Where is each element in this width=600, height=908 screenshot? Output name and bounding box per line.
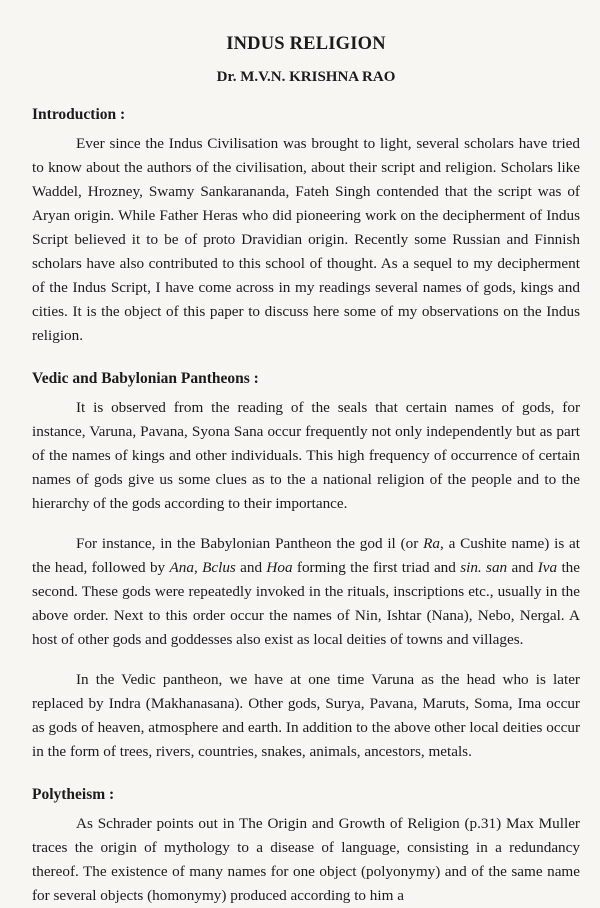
paragraph-pantheons-frequency: It is observed from the reading of the seals that certain names of gods, for instance, Varuna, Pavana, Syona Sana occur frequently not only independently but as part of the names of kings and other individuals. This high frequency of occurrence of certain names of gods give us some clues as to the a national religion of the people and to the hierarchy of the gods according to their importance. xyxy=(32,399,580,512)
italic-term-sin-san: sin. san xyxy=(460,559,508,576)
text-run: and xyxy=(507,559,538,576)
section-heading-introduction: Introduction : xyxy=(32,106,126,123)
paragraph-introduction: Ever since the Indus Civilisation was brought to light, several scholars have tried to know about the authors of the civilisation, about their script and religion. Scholars like Waddel, Hrozney, Swamy Sankarananda, Fateh Singh contended that the script was of Aryan origin. While Father Heras who did pioneering work on the decipherment of Indus Script believed it to be of proto Dravidian origin. Recently some Russian and Finnish scholars have also contributed to this school of thought. As a sequel to my decipherment of the Indus Script, I have come across in my readings several names of gods, kings and cities. It is the object of this paper to discuss here some of my observations on the Indus religion. xyxy=(32,135,580,344)
text-run: the second. These gods were repeatedly invoked in the rituals, inscriptions etc., usually in the above order. Next to this order occur the names of Nin, Ishtar (Nana), Nebo, Nergal. A host of other gods and goddesses also exist as local deities of towns and villages. xyxy=(32,559,581,648)
paragraph-vedic-pantheon: In the Vedic pantheon, we have at one time Varuna as the head who is later replaced by Indra (Makhanasana). Other gods, Surya, Pavana, Maruts, Soma, Ima occur as gods of heaven, atmosphere and earth. In addition to the above other local deities occur in the form of trees, rivers, countries, snakes, animals, ancestors, metals. xyxy=(32,671,580,760)
italic-term-ra: Ra xyxy=(423,535,440,552)
text-run: , xyxy=(193,559,203,576)
text-run: For instance, in the Babylonian Pantheon the god il (or xyxy=(76,535,424,552)
text-run: and xyxy=(235,559,267,576)
paper-author: Dr. M.V.N. KRISHNA RAO xyxy=(216,69,396,85)
italic-term-bclus: Bclus xyxy=(202,559,236,576)
text-run: , a Cushite name) is at the head, followed by xyxy=(32,535,580,576)
italic-term-ana: Ana xyxy=(169,559,194,576)
italic-term-iva: Iva xyxy=(537,559,558,576)
paragraph-polytheism: As Schrader points out in The Origin and Growth of Religion (p.31) Max Muller traces the origin of mythology to a disease of language, consisting in a redundancy thereof. The existence of many names for one object (polyonymy) and of the same name for several objects (homonymy) produced according to him a xyxy=(32,815,580,904)
section-heading-polytheism: Polytheism : xyxy=(32,786,115,803)
section-heading-pantheons: Vedic and Babylonian Pantheons : xyxy=(32,370,259,387)
text-run: forming the first triad and xyxy=(292,559,461,576)
italic-term-hoa: Hoa xyxy=(266,559,293,576)
paragraph-babylonian-pantheon xyxy=(32,532,580,652)
paper-title: INDUS RELIGION xyxy=(226,34,386,54)
